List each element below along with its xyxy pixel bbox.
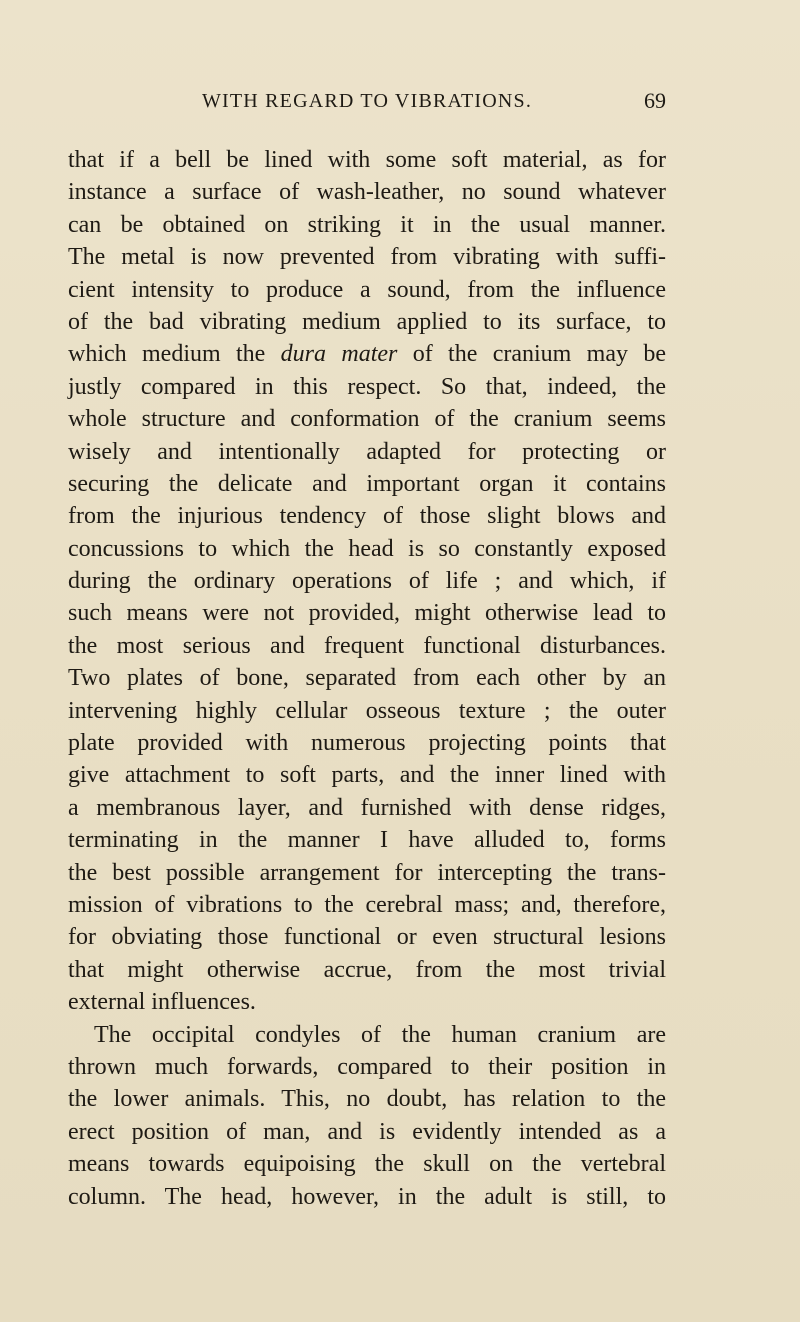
text-line: can be obtained on striking it in the usual manner.	[68, 211, 666, 238]
text-run: of the cranium may be	[397, 341, 666, 368]
text-line: the most serious and frequent functional disturbances.	[68, 632, 666, 659]
text-line: the lower animals. This, no doubt, has relation to the	[68, 1086, 666, 1113]
text-line: column. The head, however, in the adult is still, to	[68, 1183, 666, 1210]
text-line: that might otherwise accrue, from the most trivial	[68, 956, 666, 983]
text-line: such means were not provided, might otherwise lead to	[68, 600, 666, 627]
text-line: plate provided with numerous projecting points that	[68, 730, 666, 757]
text-line: cient intensity to produce a sound, from the influence	[68, 276, 666, 303]
text-line: means towards equipoising the skull on the vertebral	[68, 1151, 666, 1178]
text-line: that if a bell be lined with some soft material, as for	[68, 147, 666, 173]
text-line: the best possible arrangement for intercepting the trans-	[68, 859, 666, 886]
body-text	[68, 144, 666, 1213]
text-line: for obviating those functional or even structural lesions	[68, 924, 666, 951]
text-line: external influences.	[68, 989, 256, 1016]
text-line: of the bad vibrating medium applied to its surface, to	[68, 308, 666, 335]
text-line: during the ordinary operations of life ; and which, if	[68, 568, 666, 595]
text-line: instance a surface of wash-leather, no sound whatever	[68, 179, 666, 206]
text-line: thrown much forwards, compared to their position in	[68, 1053, 666, 1080]
text-line: Two plates of bone, separated from each other by an	[68, 665, 666, 692]
text-line: The occipital condyles of the human cranium are	[94, 1021, 666, 1048]
italic-term-dura-mater: dura mater	[280, 341, 398, 368]
text-line: terminating in the manner I have alluded to, forms	[68, 827, 666, 854]
text-line: The metal is now prevented from vibrating with suffi-	[68, 244, 666, 271]
text-line: erect position of man, and is evidently intended as a	[68, 1118, 666, 1145]
text-line: whole structure and conformation of the cranium seems	[68, 406, 666, 433]
text-line: from the injurious tendency of those slight blows and	[68, 503, 666, 530]
running-head	[68, 88, 666, 114]
text-line: concussions to which the head is so constantly exposed	[68, 535, 666, 562]
text-run: which medium the	[68, 341, 281, 368]
text-line	[68, 338, 666, 370]
text-line: give attachment to soft parts, and the inner lined with	[68, 762, 666, 789]
text-line: intervening highly cellular osseous texture ; the outer	[68, 697, 666, 724]
running-title: WITH REGARD TO VIBRATIONS.	[201, 90, 533, 112]
text-line: justly compared in this respect. So that, indeed, the	[68, 373, 666, 400]
text-line: a membranous layer, and furnished with dense ridges,	[68, 794, 666, 821]
text-line: wisely and intentionally adapted for protecting or	[68, 438, 666, 465]
text-line: mission of vibrations to the cerebral mass; and, therefore,	[68, 891, 666, 918]
page-number: 69	[644, 88, 666, 113]
text-line: securing the delicate and important organ it contains	[68, 470, 666, 497]
